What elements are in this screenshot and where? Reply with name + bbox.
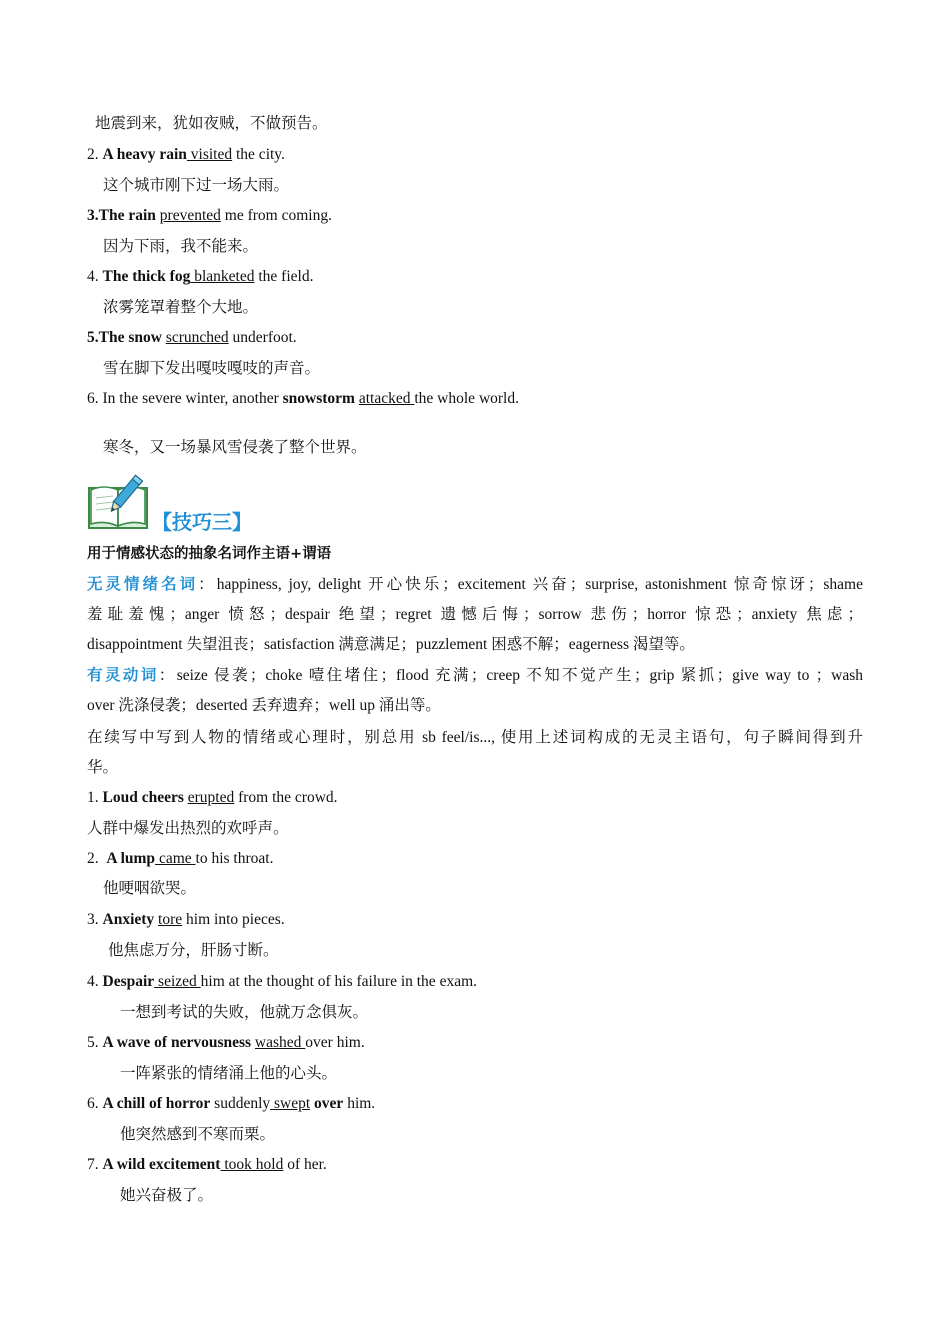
example-sentence: 2. A lump came to his throat. bbox=[87, 850, 274, 867]
example-sentence: 4. The thick fog blanketed the field. bbox=[87, 268, 314, 285]
example-translation: 他哽咽欲哭。 bbox=[103, 880, 197, 897]
section-subtitle: 用于情感状态的抽象名词作主语+谓语 bbox=[87, 546, 332, 562]
example-translation: 他突然感到不寒而栗。 bbox=[120, 1126, 276, 1143]
tip-line: 华。 bbox=[87, 759, 119, 776]
example-sentence: 2. A heavy rain visited the city. bbox=[87, 146, 285, 163]
example-sentence: 3. Anxiety tore him into pieces. bbox=[87, 911, 285, 928]
example-translation: 人群中爆发出热烈的欢呼声。 bbox=[87, 820, 289, 837]
example-sentence: 6. In the severe winter, another snowstorm attacked the whole world. bbox=[87, 390, 519, 407]
example-sentence: 3.The rain prevented me from coming. bbox=[87, 207, 332, 224]
tip-line: 在续写中写到人物的情绪或心理时，别总用 sb feel/is..., 使用上述词构成的无灵主语句，句子瞬间得到升 bbox=[87, 729, 863, 746]
noun-list-line: 羞耻羞愧；anger 愤怒；despair 绝望；regret 遗憾后悔；sorrow 悲伤；horror 惊恐；anxiety 焦虑； bbox=[87, 606, 863, 623]
example-sentence: 5.The snow scrunched underfoot. bbox=[87, 329, 297, 346]
verb-list-label: 有灵动词 bbox=[87, 667, 159, 684]
book-pencil-icon bbox=[86, 474, 152, 532]
example-sentence: 5. A wave of nervousness washed over him. bbox=[87, 1034, 365, 1051]
example-translation: 浓雾笼罩着整个大地。 bbox=[103, 299, 259, 316]
example-sentence: 7. A wild excitement took hold of her. bbox=[87, 1156, 327, 1173]
noun-list-line: 无灵情绪名词：happiness, joy, delight 开心快乐；excitement 兴奋；surprise, astonishment 惊奇惊讶；shame bbox=[87, 576, 863, 593]
example-translation: 一想到考试的失败，他就万念俱灰。 bbox=[120, 1004, 369, 1021]
example-translation: 雪在脚下发出嘎吱嘎吱的声音。 bbox=[103, 360, 321, 377]
noun-list-line: disappointment 失望沮丧；satisfaction 满意满足；puzzlement 困惑不解；eagerness 渴望等。 bbox=[87, 636, 695, 653]
verb-list-line: 有灵动词：seize 侵袭；choke 噎住堵住；flood 充满；creep 不知不觉产生；grip 紧抓；give way to ；wash bbox=[87, 667, 863, 684]
example-translation: 他焦虑万分，肝肠寸断。 bbox=[108, 942, 279, 959]
example-sentence: 1. Loud cheers erupted from the crowd. bbox=[87, 789, 338, 806]
example-translation: 寒冬，又一场暴风雪侵袭了整个世界。 bbox=[103, 439, 367, 456]
example-sentence: 6. A chill of horror suddenly swept over him. bbox=[87, 1095, 376, 1112]
verb-list-line: over 洗涤侵袭；deserted 丢弃遗弃；well up 涌出等。 bbox=[87, 697, 441, 714]
example-translation: 因为下雨，我不能来。 bbox=[103, 238, 259, 255]
noun-list-label: 无灵情绪名词 bbox=[87, 576, 199, 593]
example-translation: 这个城市刚下过一场大雨。 bbox=[103, 177, 290, 194]
section-title: 【技巧三】 bbox=[152, 510, 252, 534]
example-translation: 她兴奋极了。 bbox=[120, 1187, 214, 1204]
text-line: 地震到来，犹如夜贼，不做预告。 bbox=[95, 115, 328, 132]
example-translation: 一阵紧张的情绪涌上他的心头。 bbox=[120, 1065, 338, 1082]
example-sentence: 4. Despair seized him at the thought of his failure in the exam. bbox=[87, 973, 478, 990]
